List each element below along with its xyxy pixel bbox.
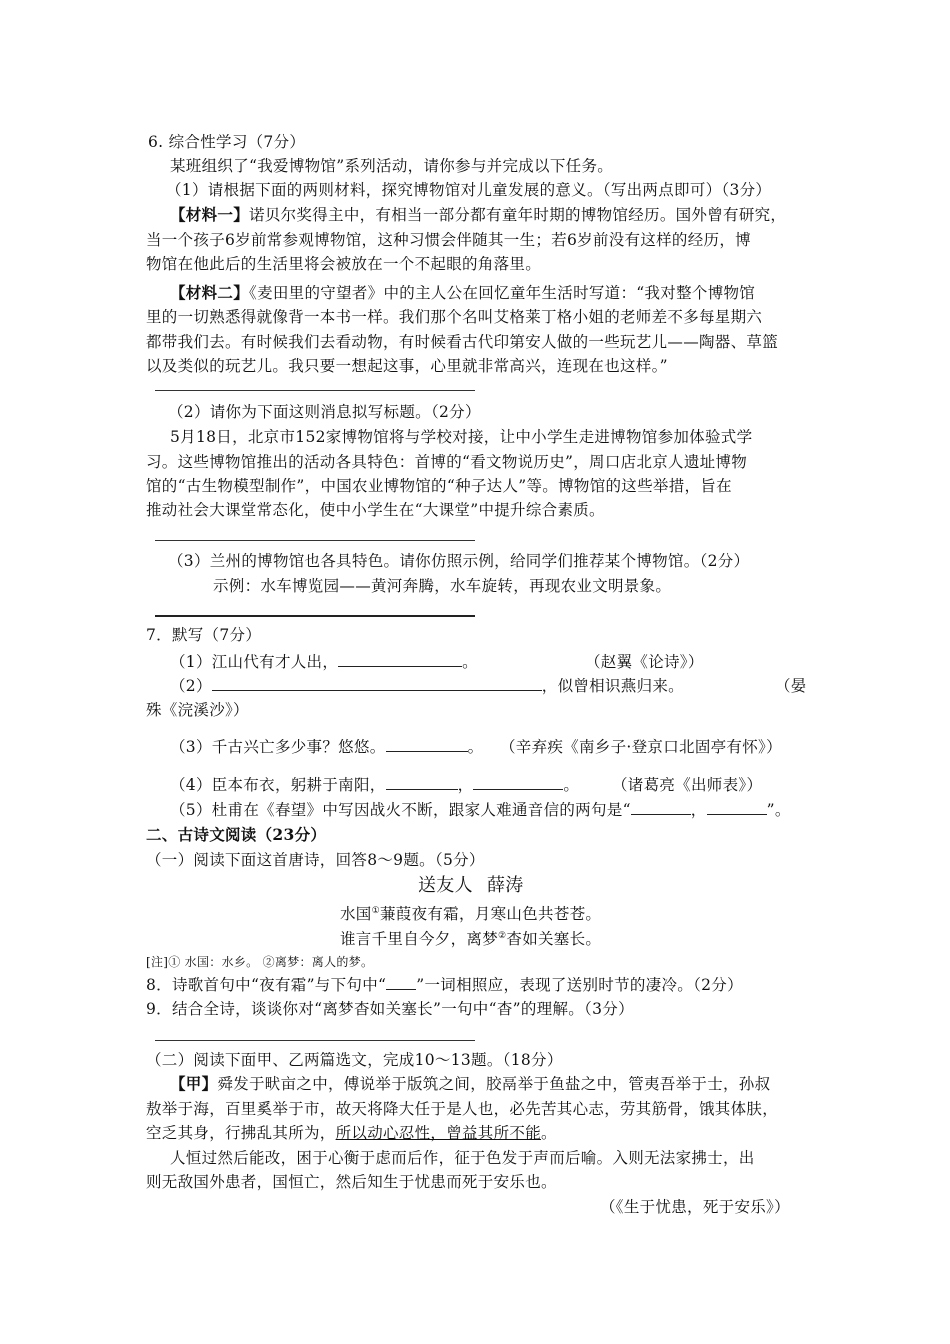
footnote-mark-1: ① xyxy=(371,906,380,916)
section2-heading: 二、古诗文阅读（23分） xyxy=(146,825,327,844)
jia-line2: 敖举于海，百里奚举于市，故天将降大任于是人也，必先苦其心志，劳其筋骨，饿其体肤， xyxy=(146,1100,779,1118)
q7-item2: （2） ，似曾相识燕归来。 xyxy=(170,677,684,695)
blank-7-4b[interactable] xyxy=(473,775,563,790)
material1-label: 【材料一】 xyxy=(170,205,250,224)
poem-title: 送友人 xyxy=(418,875,473,896)
poem-author: 薛涛 xyxy=(487,875,524,896)
q7-heading: 7．默写（7分） xyxy=(146,626,262,644)
q6-example: 示例：水车博览园——黄河奔腾，水车旋转，再现农业文明景象。 xyxy=(213,577,672,595)
q8: 8．诗歌首句中“夜有霜”与下句中“ ”一词相照应，表现了送别时节的凄冷。（2分） xyxy=(146,976,743,994)
blank-7-1[interactable] xyxy=(338,652,462,667)
poem-notes: [注]① 水国：水乡。 ②离梦：离人的梦。 xyxy=(146,955,374,969)
material1-line1: 【材料一】诺贝尔奖得主中，有相当一部分都有童年时期的博物馆经历。国外曾有研究， xyxy=(170,205,787,224)
material1-line3: 物馆在他此后的生活里将会被放在一个不起眼的角落里。 xyxy=(146,255,542,273)
jia-line5: 则无敌国外患者，国恒亡，然后知生于忧患而死于安乐也。 xyxy=(146,1173,557,1191)
blank-7-3[interactable] xyxy=(386,737,468,752)
q6-part3: （3）兰州的博物馆也各具特色。请你仿照示例，给同学们推荐某个博物馆。（2分） xyxy=(168,552,750,570)
material2-label: 【材料二】 xyxy=(170,283,250,302)
poem-line1: 水国①蒹葭夜有霜，月寒山色共苍苍。 xyxy=(340,905,602,924)
material2-line3: 都带我们去。有时候我们去看动物，有时候看古代印第安人做的一些玩艺儿——陶器、草篮 xyxy=(146,333,779,351)
q7-item1: （1）江山代有才人出， 。 xyxy=(170,653,478,671)
jia-line3: 空乏其身，行拂乱其所为，所以动心忍性，曾益其所不能。 xyxy=(146,1124,557,1142)
answer-line-q6-2[interactable] xyxy=(155,540,475,541)
news-line3: 馆的“古生物模型制作”，中国农业博物馆的“种子达人”等。博物馆的这些举措，旨在 xyxy=(146,477,732,495)
blank-7-5b[interactable] xyxy=(707,800,767,815)
section2-sub2: （二）阅读下面甲、乙两篇选文，完成10～13题。（18分） xyxy=(146,1051,563,1069)
q7-item3-source: （辛弃疾《南乡子·登京口北固亭有怀》） xyxy=(500,738,782,756)
blank-8[interactable] xyxy=(386,975,416,990)
section2-sub1: （一）阅读下面这首唐诗，回答8～9题。（5分） xyxy=(146,851,485,869)
news-line4: 推动社会大课堂常态化，使中小学生在“大课堂”中提升综合素质。 xyxy=(146,501,605,519)
q7-item3: （3）千古兴亡多少事？悠悠。 。 xyxy=(170,738,484,756)
jia-label: 【甲】 xyxy=(170,1074,218,1093)
q7-item1-source: （赵翼《论诗》） xyxy=(585,653,704,671)
q7-item4: （4）臣本布衣，躬耕于南阳， ， 。 xyxy=(170,776,580,794)
q7-item4-source: （诸葛亮《出师表》） xyxy=(612,776,763,794)
material2-line1: 【材料二】《麦田里的守望者》中的主人公在回忆童年生活时写道：“我对整个博物馆 xyxy=(170,283,756,302)
answer-line-q9[interactable] xyxy=(155,1040,475,1041)
q6-heading: 6. 综合性学习（7分） xyxy=(148,133,306,151)
q7-item2-source-b: 殊《浣溪沙》） xyxy=(146,701,249,719)
material1-line2: 当一个孩子6岁前常参观博物馆，这种习惯会伴随其一生；若6岁前没有这样的经历，博 xyxy=(146,231,751,249)
news-line1: 5月18日，北京市152家博物馆将与学校对接，让中小学生走进博物馆参加体验式学 xyxy=(170,428,753,446)
q6-part1: （1）请根据下面的两则材料，探究博物馆对儿童发展的意义。（写出两点即可）（3分） xyxy=(166,181,772,199)
q7-item2-source-a: （晏 xyxy=(775,677,807,695)
q6-intro: 某班组织了“我爱博物馆”系列活动，请你参与并完成以下任务。 xyxy=(170,157,614,175)
q9: 9．结合全诗，谈谈你对“离梦杳如关塞长”一句中“杳”的理解。（3分） xyxy=(146,1000,634,1018)
jia-source: （《生于忧患，死于安乐》） xyxy=(600,1198,790,1216)
footnote-mark-2: ② xyxy=(498,931,507,941)
answer-line-q6-3[interactable] xyxy=(155,615,475,617)
news-line2: 习。这些博物馆推出的活动各具特色：首博的“看文物说历史”，周口店北京人遗址博物 xyxy=(146,453,748,471)
underlined-phrase: 所以动心忍性，曾益其所不能 xyxy=(335,1124,542,1142)
jia-line4: 人恒过然后能改，困于心衡于虑而后作，征于色发于声而后喻。入则无法家拂士，出 xyxy=(170,1149,755,1167)
jia-line1: 【甲】舜发于畎亩之中，傅说举于版筑之间，胶鬲举于鱼盐之中，管夷吾举于士，孙叔 xyxy=(170,1074,771,1093)
answer-line-q6-1[interactable] xyxy=(155,390,475,391)
q6-part2: （2）请你为下面这则消息拟写标题。（2分） xyxy=(168,403,481,421)
poem-line2: 谁言千里自今夕，离梦②杳如关塞长。 xyxy=(340,930,602,949)
blank-7-2[interactable] xyxy=(212,676,542,691)
q7-item5: （5）杜甫在《春望》中写因战火不断，跟家人难通音信的两句是“ ， ”。 xyxy=(170,801,791,819)
material2-line4: 以及类似的玩艺儿。我只要一想起这事，心里就非常高兴，连现在也这样。” xyxy=(146,357,668,375)
blank-7-4a[interactable] xyxy=(386,775,458,790)
material2-line2: 里的一切熟悉得就像背一本书一样。我们那个名叫艾格莱丁格小姐的老师差不多每星期六 xyxy=(146,308,763,326)
blank-7-5a[interactable] xyxy=(631,800,691,815)
